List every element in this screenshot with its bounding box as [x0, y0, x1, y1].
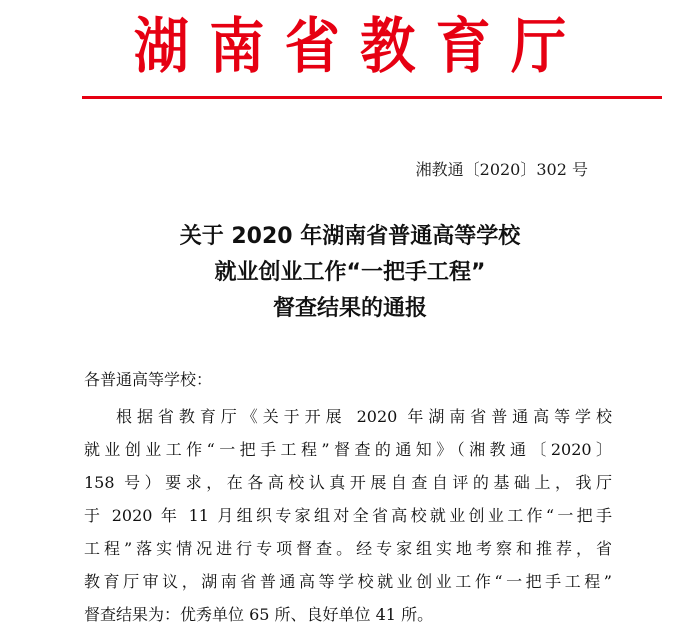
document-title-line-2: 就业创业工作“一把手工程”: [214, 260, 486, 285]
body-paragraph: [84, 400, 612, 631]
body-line-2: 就业创业工作“一把手工程”督查的通知》（湘教通〔2020〕: [84, 440, 612, 459]
document-number: 湘教通〔2020〕302 号: [415, 160, 588, 179]
header-red-rule: [82, 96, 662, 99]
body-line-5: 工程”落实情况进行专项督查。经专家组实地考察和推荐，省: [84, 539, 612, 558]
document-title-line-3: 督查结果的通报: [272, 296, 427, 321]
body-line-1: 根据省教育厅《关于开展 2020 年湖南省普通高等学校: [116, 407, 612, 426]
body-line-6: 教育厅审议，湖南省普通高等学校就业创业工作“一把手工程”: [84, 572, 612, 591]
body-line-4: 于 2020 年 11 月组织专家组对全省高校就业创业工作“一把手: [84, 506, 612, 525]
body-line-7: 督查结果为：优秀单位 65 所、良好单位 41 所。: [84, 605, 434, 624]
body-line-3: 158 号）要求，在各高校认真开展自查自评的基础上，我厅: [84, 473, 612, 492]
document-title: [0, 219, 700, 327]
document-title-line-1: 关于 2020 年湖南省普通高等学校: [179, 224, 521, 249]
salutation: 各普通高等学校：: [84, 370, 213, 389]
document-header-title: 湖南省教育厅: [133, 12, 587, 82]
